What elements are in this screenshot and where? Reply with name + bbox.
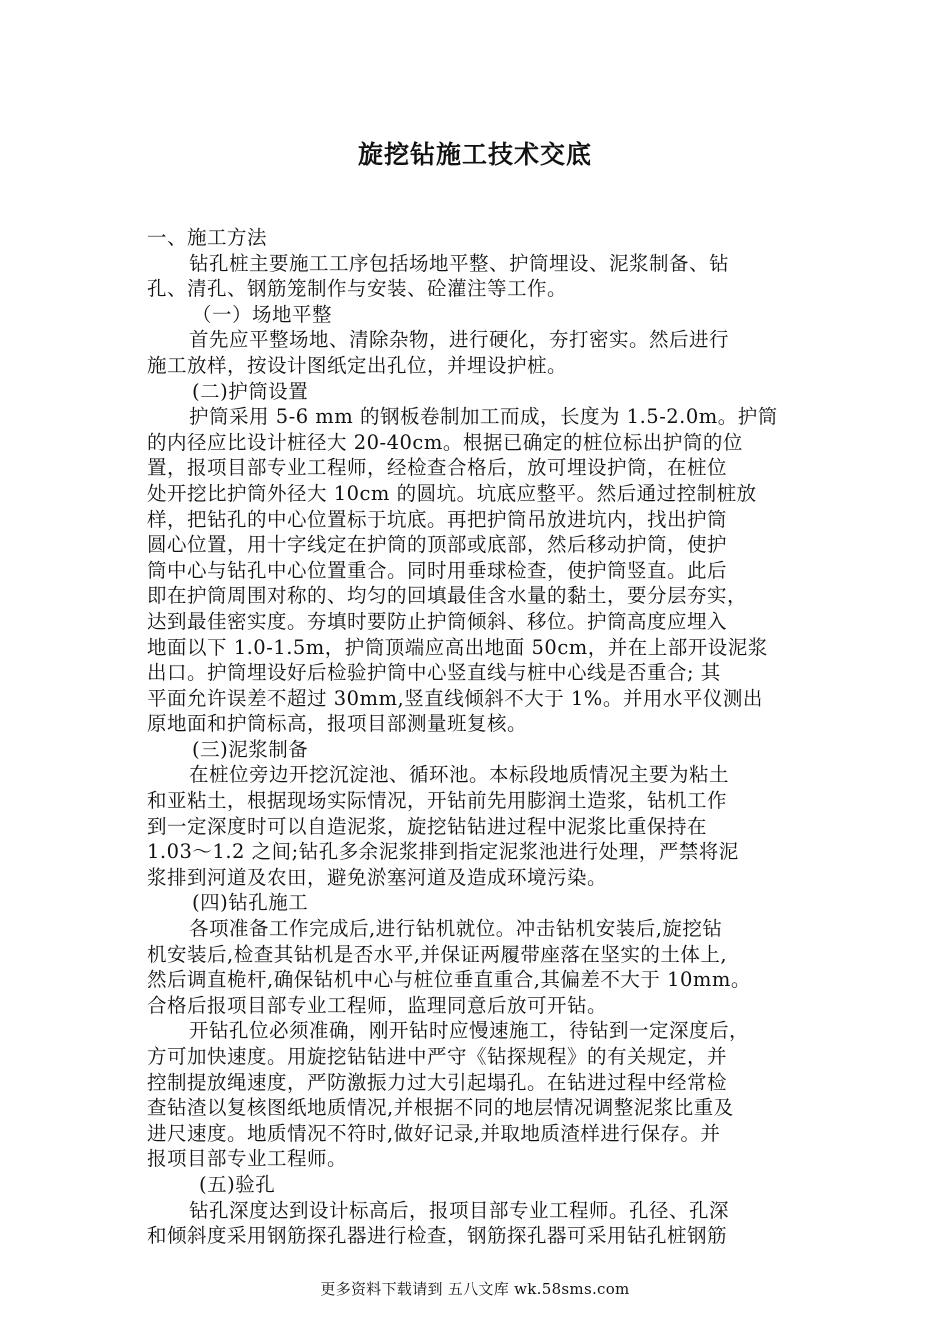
text-line: 进尺速度。地质情况不符时,做好记录,并取地质渣样进行保存。并: [147, 1121, 721, 1145]
text-line: 方可加快速度。用旋挖钻钻进中严守《钻探规程》的有关规定，并: [147, 1045, 728, 1068]
text-line: 达到最佳密实度。夯填时要防止护筒倾斜、移位。护筒高度应埋入: [147, 609, 728, 633]
text-line: 原地面和护筒标高，报项目部测量班复核。: [147, 712, 528, 736]
text-line: 浆排到河道及农田，避免淤塞河道及造成环境污染。: [147, 865, 608, 889]
text-line: 开钻孔位必须准确，刚开钻时应慢速施工，待钻到一定深度后，: [189, 1019, 750, 1043]
text-line: 置，报项目部专业工程师，经检查合格后，放可埋设护筒，在桩位: [147, 456, 728, 480]
text-line: 和倾斜度采用钢筋探孔器进行检查，钢筋探孔器可采用钻孔桩钢筋: [147, 1224, 728, 1248]
text-line: 出口。护筒埋设好后检验护筒中心竖直线与桩中心线是否重合; 其: [147, 661, 721, 685]
text-line: 圆心位置，用十字线定在护筒的顶部或底部，然后移动护筒，使护: [147, 533, 728, 557]
document-body: [147, 225, 812, 1249]
text-line: 和亚粘土，根据现场实际情况，开钻前先用膨润土造浆，钻机工作: [147, 789, 728, 813]
text-line: 各项准备工作完成后,进行钻机就位。冲击钻机安装后,旋挖钻: [189, 917, 723, 941]
text-line: 合格后报项目部专业工程师，监理同意后放可开钻。: [147, 993, 608, 1017]
text-line: 到一定深度时可以自造泥浆，旋挖钻钻进过程中泥浆比重保持在: [147, 814, 708, 838]
text-line: (四)钻孔施工: [192, 891, 309, 915]
text-line: (五)验孔: [199, 1172, 276, 1196]
document-title: 旋挖钻施工技术交底: [357, 140, 592, 169]
text-line: 孔、清孔、钢筋笼制作与安装、砼灌注等工作。: [147, 277, 568, 301]
text-line: 护筒采用 5-6 mm 的钢板卷制加工而成，长度为 1.5-2.0m。护筒: [189, 405, 778, 429]
text-line: 即在护筒周围对称的、均匀的回填最佳含水量的黏土，要分层夯实，: [147, 584, 748, 608]
text-line: 首先应平整场地、清除杂物，进行硬化，夯打密实。然后进行: [189, 328, 730, 352]
text-line: 样，把钻孔的中心位置标于坑底。再把护筒吊放进坑内，找出护筒: [147, 507, 728, 531]
text-line: 处开挖比护筒外径大 10cm 的圆坑。坑底应整平。然后通过控制桩放: [147, 481, 757, 505]
text-line: 的内径应比设计桩径大 20-40cm。根据已确定的桩位标出护筒的位: [147, 430, 743, 454]
text-line: 平面允许误差不超过 30mm,竖直线倾斜不大于 1%。并用水平仪测出: [147, 686, 763, 710]
text-line: 报项目部专业工程师。: [147, 1147, 348, 1171]
text-line: 筒中心与钻孔中心位置重合。同时用垂球检查，使护筒竖直。此后: [147, 558, 728, 582]
text-line: 施工放样，按设计图纸定出孔位，并埋设护桩。: [147, 353, 568, 377]
text-line: （一）场地平整: [192, 302, 333, 326]
page-footer: 更多资料下载请到 五八文库 wk.58sms.com: [320, 1280, 630, 1298]
text-line: 一、施工方法: [147, 226, 268, 249]
text-line: (三)泥浆制备: [192, 737, 309, 761]
text-line: 查钻渣以复核图纸地质情况,并根据不同的地层情况调整泥浆比重及: [147, 1096, 734, 1120]
text-line: 钻孔深度达到设计标高后，报项目部专业工程师。孔径、孔深: [189, 1198, 730, 1222]
text-line: (二)护筒设置: [192, 379, 309, 403]
text-line: 控制提放绳速度，严防激振力过大引起塌孔。在钻进过程中经常检: [147, 1070, 728, 1094]
text-line: 在桩位旁边开挖沉淀池、循环池。本标段地质情况主要为粘土: [189, 763, 730, 787]
text-line: 钻孔桩主要施工工序包括场地平整、护筒埋设、泥浆制备、钻: [189, 251, 730, 275]
text-line: 地面以下 1.0-1.5m，护筒顶端应高出地面 50cm，并在上部开设泥浆: [147, 635, 768, 659]
text-line: 机安装后,检查其钻机是否水平,并保证两履带座落在坚实的土体上,: [147, 942, 728, 966]
text-line: 然后调直桅杆,确保钻机中心与桩位垂直重合,其偏差不大于 10mm。: [147, 968, 751, 992]
text-line: 1.03～1.2 之间;钻孔多余泥浆排到指定泥浆池进行处理，严禁将泥: [147, 840, 739, 864]
